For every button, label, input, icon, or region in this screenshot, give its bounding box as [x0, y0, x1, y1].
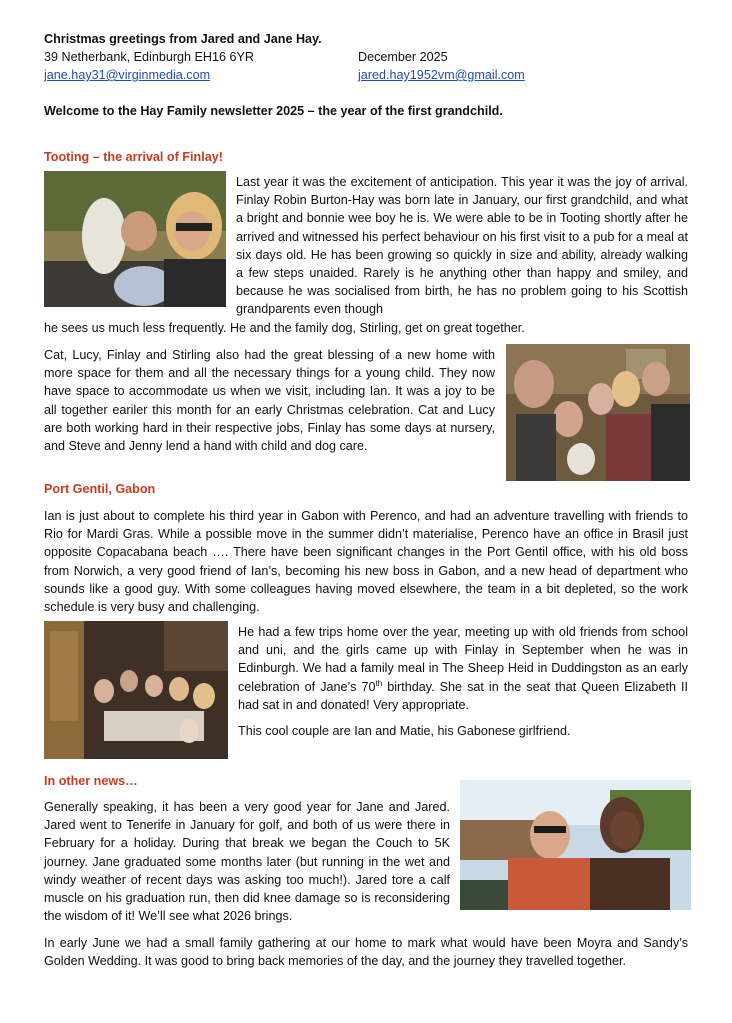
jane-email-link[interactable]: jane.hay31@virginmedia.com — [44, 68, 211, 82]
news-paragraph-2: In early June we had a small family gathering at our home to mark what would have been Moyra and Sandy’s Golden Wedding. It was good to bring back memories of the day, and the journey they travelled together. — [44, 936, 688, 969]
welcome-line: Welcome to the Hay Family newsletter 2025 – the year of the first grandchild. — [44, 104, 503, 118]
family-christmas-photo — [506, 344, 690, 481]
gabon-paragraph-2-text: He had a few trips home over the year, meeting up with old friends from school and uni, and the girls came up with Finlay in September when he was in Edinburgh. We had a family meal in The Sheep Heid in Duddingston as an early celebration of Jane’s 70 — [238, 625, 688, 694]
tooting-paragraph-1: Last year it was the excitement of anticipation. This year it was the joy of arrival. Finlay Robin Burton-Hay was born late in January, our first grandchild, and what a bright and bonnie wee boy he is. We were able to be in Tooting shortly after he arrived and witnessed his perfect behaviour on his first visit to a pub for a meal at six days old. He has been growing so quickly in size and ability, already walking a few steps unaided. Rarely is he anything other than happy and smiley, and because he was socialised from birth, he has no problem going to his Scottish grandparents even though — [236, 175, 688, 317]
newsletter-date: December 2025 — [358, 50, 448, 64]
finlay-family-photo — [44, 171, 226, 307]
gabon-heading: Port Gentil, Gabon — [44, 482, 156, 496]
newsletter-title: Christmas greetings from Jared and Jane Hay. — [44, 32, 322, 46]
ian-and-matie-photo — [460, 780, 691, 910]
gabon-paragraph-2-end: birthday. She sat in the seat that Queen Elizabeth II had sat in and donated! Very appropriate. — [238, 679, 688, 712]
tooting-paragraph-1-end: he sees us much less frequently. He and the family dog, Stirling, get on great together. — [44, 321, 525, 335]
gabon-paragraph-2 — [238, 623, 688, 714]
gabon-paragraph-1: Ian is just about to complete his third year in Gabon with Perenco, and had an adventure travelling with friends to Rio for Mardi Gras. While a possible move in the summer didn’t materialise, Perenco have an office in Brasil just opposite Copacabana beach …. There have been significant changes in the Port Gentil office, with his old boss from Norwich, a very good friend of Ian’s, becoming his new boss in Gabon, and a new head of department who sounds like a good guy. With some colleagues having moved elsewhere, the team in a bit depleted, so the work schedule is very busy and challenging. — [44, 509, 688, 615]
ordinal-suffix: th — [375, 678, 383, 688]
tooting-paragraph-2: Cat, Lucy, Finlay and Stirling also had the great blessing of a new home with more space for them and all the necessary things for a young child. They now have space to accommodate us when we visit, including Ian. It was a joy to be all together eariler this month for an early Christmas celebration. Cat and Lucy are both working hard in their respective jobs, Finlay has some days at nursery, and Steve and Jenny lend a hand with child and dog care. — [44, 348, 495, 454]
news-heading: In other news… — [44, 774, 138, 788]
news-paragraph-1: Generally speaking, it has been a very good year for Jane and Jared. Jared went to Tenerife in January for golf, and both of us were there in February for a holiday. During that break we began the Couch to 5K journey. Jane graduated some months later (but running in the wet and windy weather of recent days was asking too much!). Jared tore a calf muscle on his graduation run, then did knee damage so is reconsidering the wisdom of it! We’ll see what 2026 brings. — [44, 800, 450, 924]
jared-email-link[interactable]: jared.hay1952vm@gmail.com — [358, 68, 525, 82]
birthday-meal-photo — [44, 621, 228, 759]
home-address: 39 Netherbank, Edinburgh EH16 6YR — [44, 50, 255, 64]
tooting-heading: Tooting – the arrival of Finlay! — [44, 150, 223, 164]
couple-caption: This cool couple are Ian and Matie, his Gabonese girlfriend. — [238, 724, 571, 738]
